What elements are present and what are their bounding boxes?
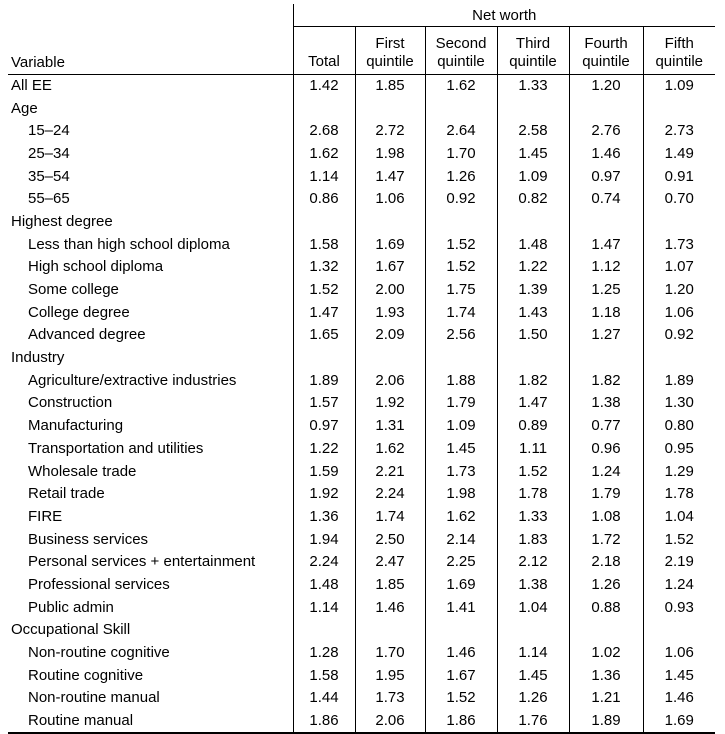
table-row (8, 664, 715, 687)
table-cell: 0.80 (643, 415, 715, 438)
table-header (8, 4, 715, 74)
table-cell (293, 97, 355, 120)
table-cell (425, 211, 497, 234)
table-cell: 0.97 (569, 165, 643, 188)
table-cell: 1.20 (569, 74, 643, 97)
row-label: Retail trade (28, 485, 105, 503)
table-cell: 2.14 (425, 528, 497, 551)
table-cell: 1.38 (569, 392, 643, 415)
table-cell: 1.12 (569, 256, 643, 279)
table-cell: 1.86 (425, 710, 497, 734)
table-cell (497, 97, 569, 120)
row-label: Less than high school diploma (28, 235, 230, 253)
table-cell: 1.47 (293, 301, 355, 324)
table-cell: 1.92 (355, 392, 425, 415)
table-cell: 1.98 (355, 143, 425, 166)
table-cell: 1.62 (355, 438, 425, 461)
column-header-line2: quintile (509, 52, 557, 70)
table-row (8, 528, 715, 551)
table-cell: 1.21 (569, 687, 643, 710)
table-cell: 1.62 (425, 74, 497, 97)
table-cell: 2.21 (355, 460, 425, 483)
table-cell: 1.43 (497, 301, 569, 324)
table-cell: 1.78 (643, 483, 715, 506)
table-cell: 1.83 (497, 528, 569, 551)
table-cell: 1.25 (569, 279, 643, 302)
table-cell: 0.74 (569, 188, 643, 211)
table-cell (643, 211, 715, 234)
table-cell (425, 347, 497, 370)
column-header-line2: Total (308, 52, 340, 70)
row-label: Transportation and utilities (28, 439, 204, 457)
table-cell: 2.24 (293, 551, 355, 574)
row-label: Agriculture/extractive industries (28, 371, 237, 389)
row-label: Routine manual (8, 710, 293, 734)
table-cell: 1.31 (355, 415, 425, 438)
table-cell: 1.30 (643, 392, 715, 415)
table-cell (293, 619, 355, 642)
table-cell: 1.14 (293, 596, 355, 619)
table-cell: 1.14 (497, 642, 569, 665)
table-cell: 2.24 (355, 483, 425, 506)
table-row (8, 438, 715, 461)
row-label: Professional services (28, 575, 170, 593)
table-cell (569, 97, 643, 120)
table-cell: 2.47 (355, 551, 425, 574)
table-cell: 1.58 (293, 233, 355, 256)
table-cell: 1.22 (497, 256, 569, 279)
table-cell: 1.94 (293, 528, 355, 551)
table-cell: 2.56 (425, 324, 497, 347)
table-cell: 1.78 (497, 483, 569, 506)
fifth-quintile-column-header (643, 27, 715, 75)
table-cell (355, 619, 425, 642)
table-cell: 1.04 (497, 596, 569, 619)
table-cell: 2.58 (497, 120, 569, 143)
table-cell: 0.70 (643, 188, 715, 211)
row-label: College degree (28, 303, 130, 321)
table-cell: 1.89 (569, 710, 643, 734)
table-cell: 1.73 (643, 233, 715, 256)
table-cell: 1.46 (643, 687, 715, 710)
table-cell: 1.14 (293, 165, 355, 188)
table-cell: 1.46 (569, 143, 643, 166)
column-header-line1: Second (435, 34, 487, 52)
table-cell: 0.91 (643, 165, 715, 188)
table-row (8, 74, 715, 97)
table-cell: 2.09 (355, 324, 425, 347)
table-cell: 1.20 (643, 279, 715, 302)
table-cell: 1.93 (355, 301, 425, 324)
table-cell: 1.89 (643, 369, 715, 392)
table-cell: 1.49 (643, 143, 715, 166)
table-cell: 1.47 (569, 233, 643, 256)
table-cell: 1.32 (293, 256, 355, 279)
table-cell: 1.28 (293, 642, 355, 665)
table-cell: 1.57 (293, 392, 355, 415)
table-cell: 1.33 (497, 506, 569, 529)
table-cell: 1.26 (569, 574, 643, 597)
table-cell: 1.06 (355, 188, 425, 211)
table-cell: 1.69 (425, 574, 497, 597)
section-header-row (8, 211, 715, 234)
third-quintile-column-header (497, 27, 569, 75)
table-cell (497, 619, 569, 642)
table-row (8, 642, 715, 665)
section-header-row (8, 619, 715, 642)
table-cell: 1.73 (425, 460, 497, 483)
table-cell: 1.18 (569, 301, 643, 324)
table-row (8, 165, 715, 188)
table-cell: 2.25 (425, 551, 497, 574)
table-cell: 1.88 (425, 369, 497, 392)
table-cell: 2.50 (355, 528, 425, 551)
table-row (8, 279, 715, 302)
table-cell: 1.09 (643, 74, 715, 97)
table-cell: 1.45 (425, 438, 497, 461)
table-cell: 1.67 (425, 664, 497, 687)
table-cell: 0.88 (569, 596, 643, 619)
second-quintile-column-header (425, 27, 497, 75)
table-cell (293, 347, 355, 370)
table-cell (355, 97, 425, 120)
table-cell: 1.36 (293, 506, 355, 529)
column-header-line1: Third (515, 34, 551, 52)
row-label: Non-routine cognitive (28, 644, 170, 662)
table-cell: 1.82 (569, 369, 643, 392)
column-header-line2: quintile (366, 52, 414, 70)
header-spacer (8, 4, 293, 27)
table-cell (497, 347, 569, 370)
table-row (8, 506, 715, 529)
table-cell: 1.09 (425, 415, 497, 438)
table-cell: 1.48 (293, 574, 355, 597)
section-label: Highest degree (11, 212, 113, 230)
table-cell: 1.24 (643, 574, 715, 597)
table-cell: 1.82 (497, 369, 569, 392)
table-cell: 2.19 (643, 551, 715, 574)
table-cell: 1.08 (569, 506, 643, 529)
net-worth-table (8, 4, 715, 734)
table-cell: 1.45 (497, 143, 569, 166)
table-cell: 1.70 (425, 143, 497, 166)
row-label: Personal services + entertainment (28, 553, 256, 571)
table-cell: 1.86 (293, 710, 355, 734)
table-cell: 1.62 (293, 143, 355, 166)
table-row (8, 188, 715, 211)
table-cell: 2.64 (425, 120, 497, 143)
table-cell: 1.72 (569, 528, 643, 551)
row-label: All EE (11, 76, 52, 94)
table-cell (569, 619, 643, 642)
table-cell: 1.26 (425, 165, 497, 188)
table-cell: 1.26 (497, 687, 569, 710)
section-header-row (8, 347, 715, 370)
table-cell (425, 619, 497, 642)
table-row (8, 369, 715, 392)
table-cell: 1.42 (293, 74, 355, 97)
table-row (8, 256, 715, 279)
row-label: 35–54 (28, 167, 70, 185)
table-cell: 2.76 (569, 120, 643, 143)
table-cell: 1.47 (497, 392, 569, 415)
table-row (8, 483, 715, 506)
table-cell: 0.92 (425, 188, 497, 211)
row-label: 55–65 (28, 190, 70, 208)
first-quintile-column-header (355, 27, 425, 75)
row-label: 25–34 (28, 144, 70, 162)
table-cell: 0.77 (569, 415, 643, 438)
table-cell: 1.85 (355, 574, 425, 597)
table-cell: 2.06 (355, 369, 425, 392)
table-cell: 1.79 (425, 392, 497, 415)
table-cell: 1.45 (497, 664, 569, 687)
table-cell: 1.52 (497, 460, 569, 483)
table-cell (425, 97, 497, 120)
table-cell: 1.89 (293, 369, 355, 392)
table-row (8, 574, 715, 597)
table-cell (355, 347, 425, 370)
table-cell: 0.89 (497, 415, 569, 438)
total-column-header (293, 27, 355, 75)
row-label: FIRE (28, 507, 63, 525)
table-cell: 1.52 (425, 687, 497, 710)
column-header-line1: Fourth (584, 34, 628, 52)
table-cell (643, 347, 715, 370)
table-row (8, 415, 715, 438)
row-label: Manufacturing (28, 417, 124, 435)
table-cell: 1.95 (355, 664, 425, 687)
table-cell: 1.67 (355, 256, 425, 279)
section-label: Industry (11, 349, 65, 367)
fourth-quintile-column-header (569, 27, 643, 75)
column-header-line2: quintile (582, 52, 630, 70)
table-row (8, 596, 715, 619)
row-label: Routine cognitive (28, 666, 144, 684)
table-row (8, 687, 715, 710)
table-cell: 0.93 (643, 596, 715, 619)
table-cell: 1.44 (293, 687, 355, 710)
table-cell: 2.72 (355, 120, 425, 143)
column-header-line1: Fifth (664, 34, 694, 52)
table-cell: 1.69 (355, 233, 425, 256)
section-header-row (8, 97, 715, 120)
table-cell: 1.11 (497, 438, 569, 461)
table-cell: 1.98 (425, 483, 497, 506)
table-cell: 1.07 (643, 256, 715, 279)
section-label: Occupational Skill (11, 621, 131, 639)
table-cell: 1.09 (497, 165, 569, 188)
table-cell: 1.06 (643, 301, 715, 324)
row-label: Wholesale trade (28, 462, 137, 480)
table-cell: 1.33 (497, 74, 569, 97)
table-cell: 1.50 (497, 324, 569, 347)
table-cell (569, 347, 643, 370)
table-cell: 2.68 (293, 120, 355, 143)
table-cell: 1.27 (569, 324, 643, 347)
table-cell (355, 211, 425, 234)
table-cell: 0.95 (643, 438, 715, 461)
table-cell: 1.73 (355, 687, 425, 710)
net-worth-group-header: Net worth (293, 4, 715, 27)
table-cell: 1.85 (355, 74, 425, 97)
table-cell: 1.46 (425, 642, 497, 665)
table-cell: 1.39 (497, 279, 569, 302)
table-cell (497, 211, 569, 234)
row-label: Construction (28, 394, 113, 412)
variable-column-header: Variable (8, 27, 293, 75)
row-label: Public admin (28, 598, 114, 616)
table-cell: 0.96 (569, 438, 643, 461)
table-cell: 1.76 (497, 710, 569, 734)
table-cell: 0.97 (293, 415, 355, 438)
table-cell (643, 619, 715, 642)
table-cell: 1.22 (293, 438, 355, 461)
table-cell: 1.74 (425, 301, 497, 324)
table-cell: 1.41 (425, 596, 497, 619)
table-cell: 1.46 (355, 596, 425, 619)
table-row (8, 301, 715, 324)
table-cell: 1.52 (293, 279, 355, 302)
table-cell: 0.92 (643, 324, 715, 347)
table-body (8, 74, 715, 733)
table-cell: 1.70 (355, 642, 425, 665)
row-label: High school diploma (28, 258, 164, 276)
table-cell: 1.75 (425, 279, 497, 302)
table-cell: 0.82 (497, 188, 569, 211)
table-cell: 0.86 (293, 188, 355, 211)
table-cell: 2.00 (355, 279, 425, 302)
table-cell: 1.52 (425, 256, 497, 279)
table-cell: 1.59 (293, 460, 355, 483)
table-cell: 1.04 (643, 506, 715, 529)
table-row (8, 551, 715, 574)
table-cell: 1.79 (569, 483, 643, 506)
row-label: 15–24 (28, 122, 70, 140)
table-cell: 1.45 (643, 664, 715, 687)
table-cell: 1.69 (643, 710, 715, 734)
table-cell: 1.65 (293, 324, 355, 347)
table-row (8, 460, 715, 483)
table-cell: 2.18 (569, 551, 643, 574)
table-row (8, 120, 715, 143)
table-cell: 2.06 (355, 710, 425, 734)
table-cell: 1.36 (569, 664, 643, 687)
table-cell: 1.47 (355, 165, 425, 188)
column-header-line2: quintile (655, 52, 704, 70)
table-cell (569, 211, 643, 234)
table-cell: 1.62 (425, 506, 497, 529)
section-label: Age (11, 99, 38, 117)
table-row (8, 143, 715, 166)
table-cell: 1.74 (355, 506, 425, 529)
row-label: Some college (28, 281, 119, 299)
table-cell (293, 211, 355, 234)
row-label: Non-routine manual (28, 689, 160, 707)
table-cell (643, 97, 715, 120)
table-cell: 1.24 (569, 460, 643, 483)
row-label: Advanced degree (28, 326, 146, 344)
table-cell: 2.12 (497, 551, 569, 574)
table-cell: 1.02 (569, 642, 643, 665)
table-cell: 1.92 (293, 483, 355, 506)
table-row (8, 233, 715, 256)
row-label: Business services (28, 530, 149, 548)
table-cell: 1.06 (643, 642, 715, 665)
table-row (8, 710, 715, 734)
column-header-line1: First (375, 34, 405, 52)
table-cell: 1.48 (497, 233, 569, 256)
table-cell: 1.29 (643, 460, 715, 483)
table-cell: 1.38 (497, 574, 569, 597)
column-header-line2: quintile (437, 52, 485, 70)
table-cell: 2.73 (643, 120, 715, 143)
table-cell: 1.58 (293, 664, 355, 687)
table-row (8, 392, 715, 415)
table-cell: 1.52 (425, 233, 497, 256)
table-row (8, 324, 715, 347)
table-cell: 1.52 (643, 528, 715, 551)
